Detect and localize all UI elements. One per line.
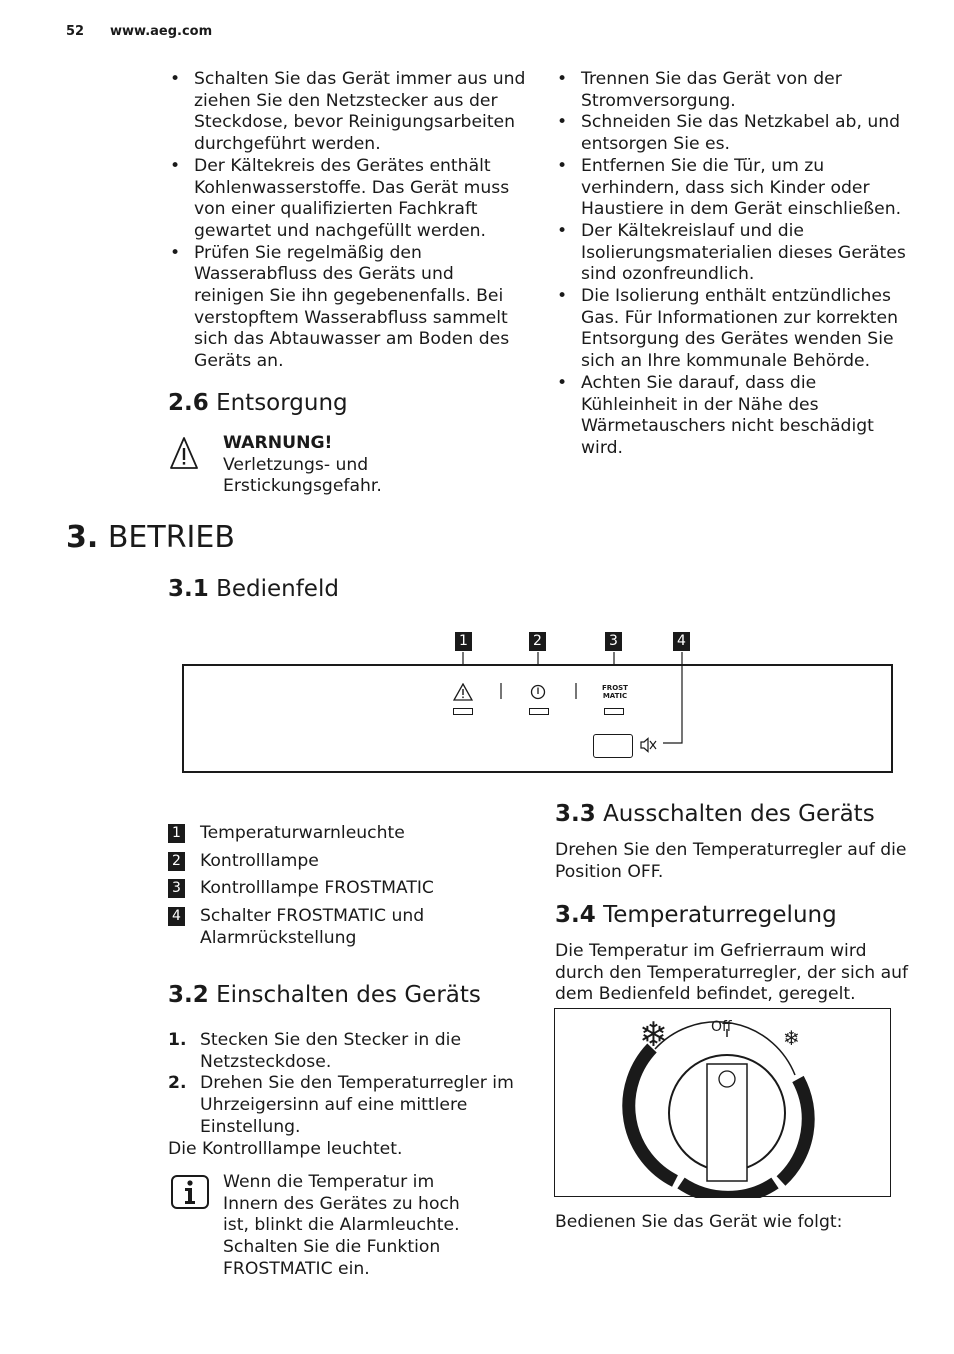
list-item: • Der Kältekreis des Gerätes enthält Kohlenwasserstoffe. Das Gerät muss von einer qualifizierten Fachkraft gewartet und nachgefüllt werden. [168, 156, 528, 243]
switch-on-result: Die Kontrolllampe leuchtet. [168, 1139, 403, 1159]
legend-text: Kontrolllampe [200, 850, 319, 871]
legend-item [168, 823, 528, 845]
legend-item [168, 906, 528, 949]
frostmatic-label [598, 684, 632, 700]
legend-text: Schalter FROSTMATIC und Alarmrückstellung [200, 906, 425, 948]
legend-number: 1 [168, 824, 185, 843]
frostmatic-label-line2: MATIC [602, 692, 628, 700]
temperature-warning-icon [453, 683, 473, 701]
section-number: 3.3 [555, 801, 596, 827]
list-item: • Prüfen Sie regelmäßig den Wasserabfluss des Geräts und reinigen Sie ihn gegebenenfalls. Bei verstopftem Wasserabfluss sammelt sich das Abtauwasser am Boden des Geräts an. [168, 243, 528, 373]
legend-number: 4 [168, 907, 185, 926]
list-item: • Der Kältekreislauf und die Isolierungsmaterialien dieses Gerätes sind ozonfreundlich. [555, 221, 915, 286]
warning-text: Verletzungs- und Erstickungsgefahr. [223, 454, 382, 497]
list-item [168, 1030, 528, 1073]
warning-label: WARNUNG! [223, 433, 333, 453]
panel-legend [168, 823, 528, 950]
section-heading-3-1 [168, 575, 339, 603]
snowflake-large-icon: ❄ [639, 1015, 668, 1055]
control-panel-diagram [182, 632, 894, 774]
chapter-number: 3. [66, 520, 99, 555]
section-heading-3-3 [555, 800, 875, 828]
info-icon [171, 1175, 209, 1213]
legend-item [168, 878, 528, 900]
section-number: 2.6 [168, 390, 209, 416]
marker-2: 2 [529, 632, 546, 651]
marker-3: 3 [605, 632, 622, 651]
section-heading-3-4 [555, 901, 837, 929]
legend-text: Temperaturwarnleuchte [200, 823, 405, 843]
legend-number: 2 [168, 852, 185, 871]
operation-intro: Bedienen Sie das Gerät wie folgt: [555, 1212, 843, 1232]
section-title: Einschalten des Geräts [216, 982, 481, 1008]
legend-item [168, 851, 528, 873]
section-heading-2-6 [168, 389, 348, 417]
switch-on-steps [168, 1030, 528, 1139]
chapter-heading [66, 520, 235, 556]
marker-1: 1 [455, 632, 472, 651]
switch-off-text: Drehen Sie den Temperaturregler auf die Position OFF. [555, 840, 907, 882]
safety-list-right [555, 69, 915, 460]
legend-text: Kontrolllampe FROSTMATIC [200, 878, 434, 899]
section-title: Entsorgung [216, 390, 348, 416]
frostmatic-label-line1: FROST [602, 684, 628, 692]
legend-number: 3 [168, 879, 185, 898]
list-item: • Trennen Sie das Gerät von der Stromversorgung. [555, 69, 915, 112]
site-url: www.aeg.com [110, 24, 213, 39]
list-item: • Achten Sie darauf, dass die Kühleinheit in der Nähe des Wärmetauschers nicht beschädigt wird. [555, 373, 915, 460]
power-lamp [529, 708, 549, 715]
section-title: Temperaturregelung [603, 902, 837, 928]
power-icon [530, 684, 546, 700]
frostmatic-lamp [604, 708, 624, 715]
marker-4: 4 [673, 632, 690, 651]
frostmatic-switch[interactable] [593, 734, 633, 758]
dial-off-label: Off [711, 1019, 732, 1035]
list-item: • Die Isolierung enthält entzündliches Gas. Für Informationen zur korrekten Entsorgung des Gerätes wenden Sie sich an Ihre kommunale Behörde. [555, 286, 915, 373]
snowflake-small-icon: ❄ [783, 1026, 800, 1050]
info-text: Wenn die Temperatur im Innern des Gerätes zu hoch ist, blinkt die Alarmleuchte. Schalten Sie die Funktion FROSTMATIC ein. [223, 1172, 460, 1279]
step-number: 1. [168, 1030, 187, 1050]
warning-icon [170, 436, 198, 476]
list-item: • Schalten Sie das Gerät immer aus und ziehen Sie den Netzstecker aus der Steckdose, bevor Reinigungsarbeiten durchgeführt werden. [168, 69, 528, 156]
section-number: 3.2 [168, 982, 209, 1008]
warning-block [223, 433, 423, 498]
section-title: Bedienfeld [216, 576, 339, 602]
section-number: 3.4 [555, 902, 596, 928]
step-text: Drehen Sie den Temperaturregler im Uhrzeigersinn auf eine mittlere Einstellung. [200, 1073, 514, 1137]
section-number: 3.1 [168, 576, 209, 602]
temperature-warning-lamp [453, 708, 473, 715]
list-item [168, 1073, 528, 1138]
list-item: • Schneiden Sie das Netzkabel ab, und entsorgen Sie es. [555, 112, 915, 155]
temperature-control-text: Die Temperatur im Gefrierraum wird durch den Temperaturregler, der sich auf dem Bedienfeld befindet, geregelt. [555, 941, 909, 1005]
list-item: • Entfernen Sie die Tür, um zu verhindern, dass sich Kinder oder Haustiere in dem Gerät einschließen. [555, 156, 915, 221]
temperature-dial-figure [554, 1008, 891, 1197]
safety-list-left [168, 69, 528, 373]
section-heading-3-2 [168, 981, 481, 1009]
alarm-mute-icon [639, 737, 659, 753]
step-number: 2. [168, 1073, 187, 1094]
chapter-title: BETRIEB [107, 520, 235, 555]
section-title: Ausschalten des Geräts [603, 801, 875, 827]
step-text: Stecken Sie den Stecker in die Netzsteckdose. [200, 1030, 462, 1072]
page-number: 52 [66, 24, 85, 39]
